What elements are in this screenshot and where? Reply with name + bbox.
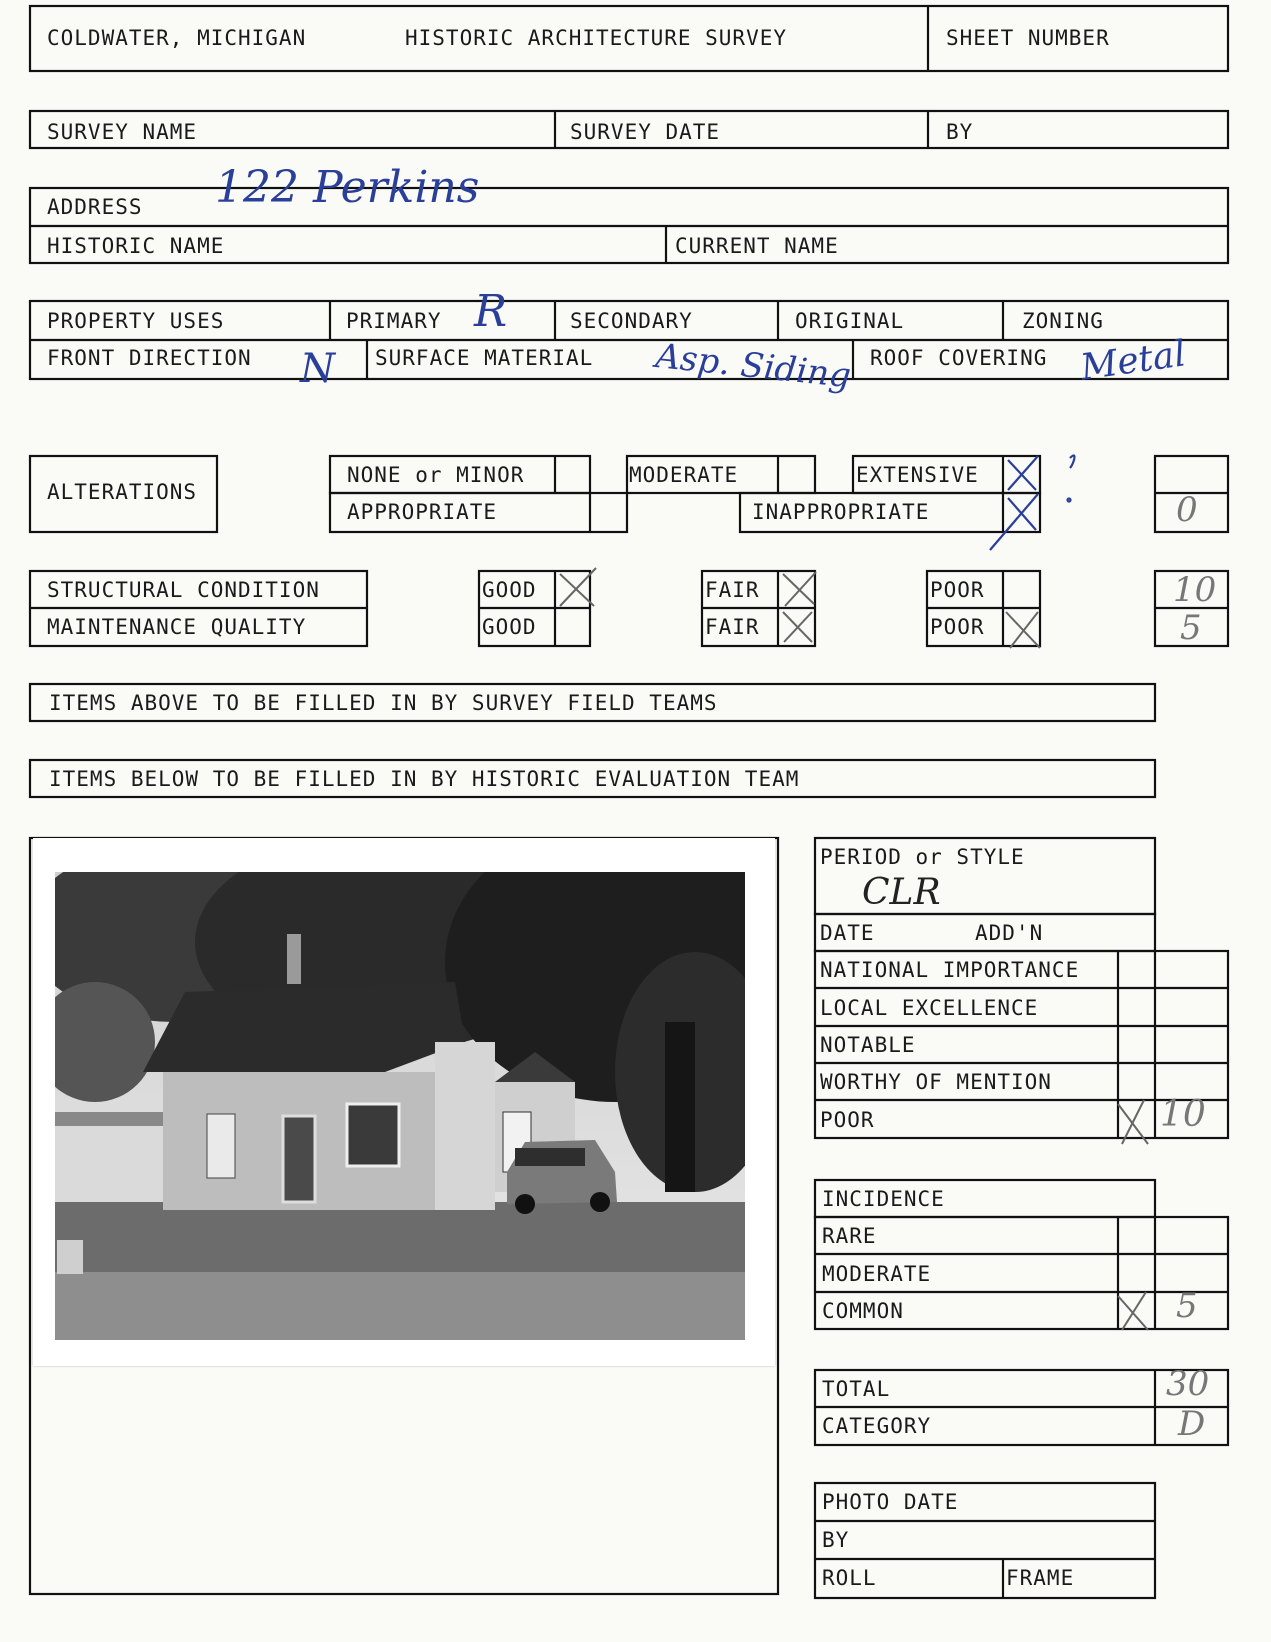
inappropriate-label: INAPPROPRIATE bbox=[752, 500, 930, 524]
structural-good-label: GOOD bbox=[482, 578, 537, 602]
total-label: TOTAL bbox=[822, 1377, 891, 1401]
primary-value: R bbox=[474, 286, 508, 337]
addn-label: ADD'N bbox=[975, 921, 1044, 945]
alterations-score: 0 bbox=[1176, 490, 1198, 530]
evaluation-team-note: ITEMS BELOW TO BE FILLED IN BY HISTORIC EVALUATION TEAM bbox=[49, 767, 800, 791]
notable-label: NOTABLE bbox=[820, 1033, 916, 1057]
maintenance-poor-label: POOR bbox=[930, 615, 985, 639]
roof-covering-value: Metal bbox=[1078, 333, 1189, 389]
frame-label: FRAME bbox=[1006, 1566, 1075, 1590]
period-style-label: PERIOD or STYLE bbox=[820, 845, 1025, 869]
surface-material-value: Asp. Siding bbox=[653, 336, 853, 397]
category-label: CATEGORY bbox=[822, 1414, 932, 1438]
field-teams-note: ITEMS ABOVE TO BE FILLED IN BY SURVEY FIELD TEAMS bbox=[49, 691, 718, 715]
maintenance-fair-label: FAIR bbox=[705, 615, 760, 639]
moderate-label: MODERATE bbox=[629, 463, 739, 487]
common-score: 5 bbox=[1176, 1286, 1198, 1326]
primary-label: PRIMARY bbox=[346, 309, 442, 333]
survey-by-label: BY bbox=[946, 120, 974, 144]
rare-label: RARE bbox=[822, 1224, 877, 1248]
house-photo-image bbox=[55, 872, 745, 1340]
total-value: 30 bbox=[1166, 1364, 1210, 1404]
common-label: COMMON bbox=[822, 1299, 904, 1323]
zoning-label: ZONING bbox=[1022, 309, 1104, 333]
city-label: COLDWATER, MICHIGAN bbox=[47, 26, 307, 50]
address-label: ADDRESS bbox=[47, 195, 143, 219]
survey-name-label: SURVEY NAME bbox=[47, 120, 198, 144]
incidence-moderate-label: MODERATE bbox=[822, 1262, 932, 1286]
maintenance-quality-label: MAINTENANCE QUALITY bbox=[47, 615, 307, 639]
secondary-label: SECONDARY bbox=[570, 309, 693, 333]
original-label: ORIGINAL bbox=[795, 309, 905, 333]
appropriate-label: APPROPRIATE bbox=[347, 500, 498, 524]
category-value: D bbox=[1178, 1404, 1206, 1444]
none-minor-label: NONE or MINOR bbox=[347, 463, 525, 487]
photo-date-label: PHOTO DATE bbox=[822, 1490, 959, 1514]
photo-by-label: BY bbox=[822, 1528, 850, 1552]
address-value: 122 Perkins bbox=[215, 162, 480, 213]
surface-material-label: SURFACE MATERIAL bbox=[375, 346, 594, 370]
alterations-label: ALTERATIONS bbox=[47, 480, 198, 504]
sheet-number-label: SHEET NUMBER bbox=[946, 26, 1110, 50]
current-name-label: CURRENT NAME bbox=[675, 234, 839, 258]
local-excellence-label: LOCAL EXCELLENCE bbox=[820, 996, 1039, 1020]
date-label: DATE bbox=[820, 921, 875, 945]
house-photo bbox=[33, 838, 775, 1366]
roof-covering-label: ROOF COVERING bbox=[870, 346, 1048, 370]
extensive-label: EXTENSIVE bbox=[856, 463, 979, 487]
front-direction-value: N bbox=[300, 346, 335, 392]
survey-date-label: SURVEY DATE bbox=[570, 120, 721, 144]
survey-title: HISTORIC ARCHITECTURE SURVEY bbox=[405, 26, 788, 50]
structural-condition-label: STRUCTURAL CONDITION bbox=[47, 578, 320, 602]
property-uses-label: PROPERTY USES bbox=[47, 309, 225, 333]
maintenance-score: 5 bbox=[1180, 608, 1202, 648]
worthy-of-mention-label: WORTHY OF MENTION bbox=[820, 1070, 1052, 1094]
incidence-label: INCIDENCE bbox=[822, 1187, 945, 1211]
structural-poor-label: POOR bbox=[930, 578, 985, 602]
poor-label: POOR bbox=[820, 1108, 875, 1132]
roll-label: ROLL bbox=[822, 1566, 877, 1590]
poor-score: 10 bbox=[1160, 1094, 1206, 1135]
period-style-value: CLR bbox=[862, 872, 941, 913]
structural-score: 10 bbox=[1173, 570, 1217, 610]
national-importance-label: NATIONAL IMPORTANCE bbox=[820, 958, 1080, 982]
structural-fair-label: FAIR bbox=[705, 578, 760, 602]
front-direction-label: FRONT DIRECTION bbox=[47, 346, 252, 370]
maintenance-good-label: GOOD bbox=[482, 615, 537, 639]
historic-name-label: HISTORIC NAME bbox=[47, 234, 225, 258]
